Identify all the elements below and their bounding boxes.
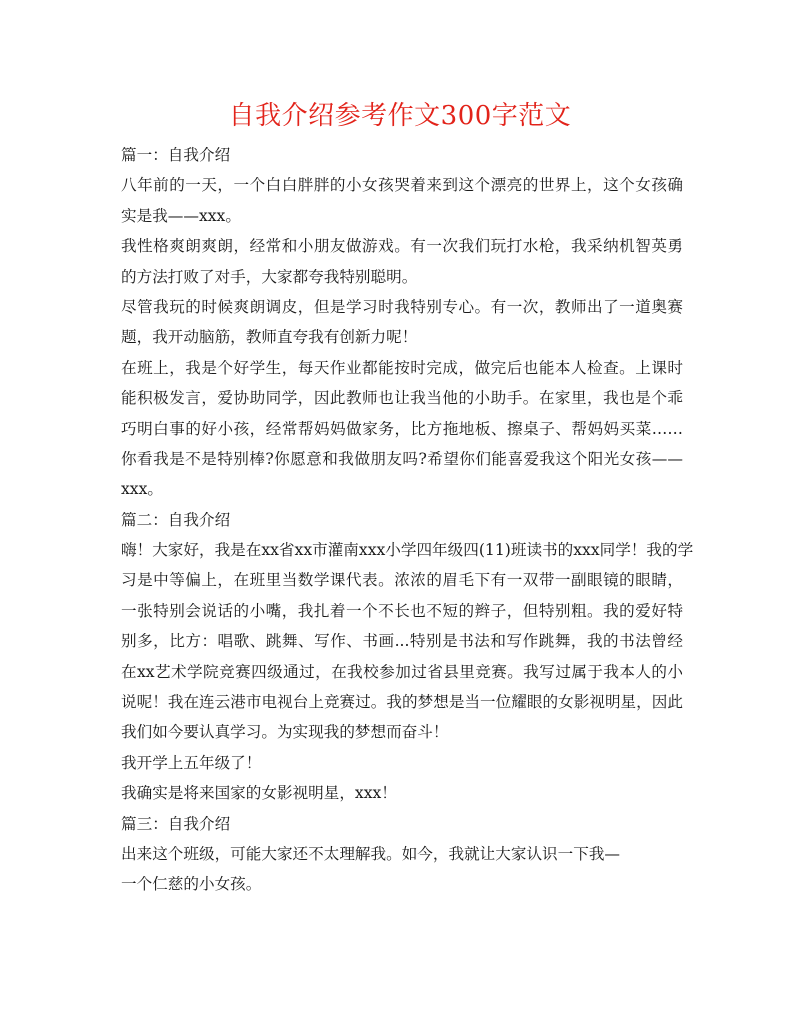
section-heading: 篇三：自我介绍	[121, 814, 231, 833]
paragraph-line: 习是中等偏上，在班里当数学课代表。浓浓的眉毛下有一双带一副眼镜的眼睛，	[121, 571, 683, 590]
paragraph-line: 尽管我玩的时候爽朗调皮，但是学习时我特别专心。有一次，教师出了一道奥赛	[121, 297, 683, 316]
section-heading: 篇一：自我介绍	[121, 146, 231, 164]
paragraph-line: 题，我开动脑筋，教师直夸我有创新力呢！	[121, 328, 418, 347]
paragraph-line: 我开学上五年级了！	[121, 753, 262, 772]
paragraph-line: 你看我是不是特别棒?你愿意和我做朋友吗?希望你们能喜爱我这个阳光女孩——	[121, 449, 683, 468]
paragraph-line: 在xx艺术学院竞赛四级通过，在我校参加过省县里竞赛。我写过属于我本人的小	[121, 662, 683, 681]
page-title: 自我介绍参考作文300字范文	[228, 101, 572, 131]
paragraph-line: 我性格爽朗爽朗，经常和小朋友做游戏。有一次我们玩打水枪，我采纳机智英勇	[121, 237, 683, 256]
paragraph-line: 说呢！我在连云港市电视台上竞赛过。我的梦想是当一位耀眼的女影视明星，因此	[121, 693, 683, 712]
paragraph-line: 能积极发言，爱协助同学，因此教师也让我当他的小助手。在家里，我也是个乖	[121, 389, 683, 408]
paragraph-line: 八年前的一天，一个白白胖胖的小女孩哭着来到这个漂亮的世界上，这个女孩确	[121, 176, 683, 195]
document-body	[121, 140, 694, 900]
paragraph-line: 巧明白事的好小孩，经常帮妈妈做家务，比方拖地板、擦桌子、帮妈妈买菜……	[121, 419, 683, 438]
paragraph-line: 一张特别会说话的小嘴，我扎着一个不长也不短的辫子，但特别粗。我的爱好特	[121, 601, 683, 620]
paragraph-line: xxx。	[121, 480, 163, 499]
paragraph-line: 嗨！大家好，我是在xx省xx市灌南xxx小学四年级四(11)班读书的xxx同学！我的学	[121, 541, 694, 560]
paragraph-line: 出来这个班级，可能大家还不太理解我。如今，我就让大家认识一下我—	[121, 844, 621, 863]
paragraph-line: 实是我——xxx。	[121, 206, 241, 225]
paragraph-line: 别多，比方：唱歌、跳舞、写作、书画...特别是书法和写作跳舞，我的书法曾经	[121, 632, 683, 651]
paragraph-line: 我确实是将来国家的女影视明星，xxx！	[121, 784, 397, 803]
paragraph-line: 的方法打败了对手，大家都夸我特别聪明。	[121, 267, 418, 286]
paragraph-line: 在班上，我是个好学生，每天作业都能按时完成，做完后也能本人检查。上课时	[121, 358, 683, 377]
paragraph-line: 我们如今要认真学习。为实现我的梦想而奋斗！	[121, 723, 449, 742]
paragraph-line: 一个仁慈的小女孩。	[121, 875, 262, 894]
section-heading: 篇二：自我介绍	[121, 510, 231, 529]
